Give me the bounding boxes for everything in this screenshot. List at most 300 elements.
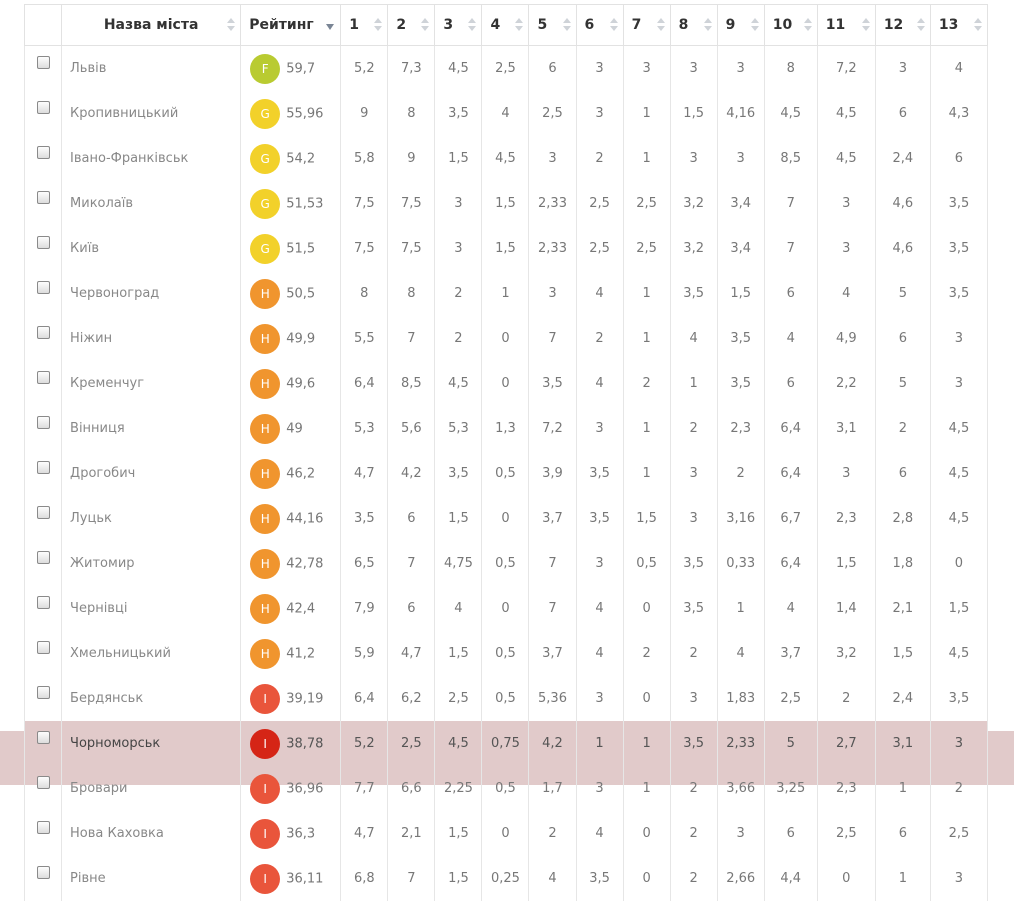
table-row[interactable] <box>25 226 988 271</box>
score-cell-2: 7,5 <box>388 226 435 271</box>
rating-cell <box>241 91 341 136</box>
row-checkbox[interactable] <box>37 416 50 429</box>
score-cell-2: 6 <box>388 496 435 541</box>
score-cell-1: 5,2 <box>341 721 388 766</box>
score-cell-12: 1,5 <box>875 631 930 676</box>
score-cell-13: 2 <box>930 766 987 811</box>
column-header-label: 11 <box>825 17 846 33</box>
score-cell-13: 4,5 <box>930 631 987 676</box>
row-checkbox-cell <box>25 46 62 92</box>
sort-icon <box>657 18 665 32</box>
score-cell-8: 2 <box>670 766 717 811</box>
score-cell-12: 4,6 <box>875 226 930 271</box>
row-checkbox[interactable] <box>37 146 50 159</box>
city-name: Кропивницький <box>62 91 241 136</box>
score-cell-3: 1,5 <box>435 811 482 856</box>
score-cell-1: 7,7 <box>341 766 388 811</box>
score-cell-11: 2,3 <box>817 496 875 541</box>
column-header-4[interactable] <box>482 5 529 46</box>
score-cell-10: 6,4 <box>764 406 817 451</box>
score-cell-10: 4,4 <box>764 856 817 901</box>
score-cell-8: 1 <box>670 361 717 406</box>
row-checkbox[interactable] <box>37 281 50 294</box>
row-checkbox[interactable] <box>37 461 50 474</box>
rating-cell <box>241 46 341 92</box>
sort-descending-icon <box>326 24 334 30</box>
score-cell-13: 3 <box>930 721 987 766</box>
table-row[interactable] <box>25 271 988 316</box>
score-cell-10: 2,5 <box>764 676 817 721</box>
score-cell-6: 4 <box>576 631 623 676</box>
score-cell-1: 6,8 <box>341 856 388 901</box>
score-cell-10: 6 <box>764 361 817 406</box>
column-header-10[interactable] <box>764 5 817 46</box>
table-row[interactable] <box>25 361 988 406</box>
column-header-11[interactable] <box>817 5 875 46</box>
column-header-2[interactable] <box>388 5 435 46</box>
row-checkbox[interactable] <box>37 551 50 564</box>
score-cell-12: 6 <box>875 91 930 136</box>
score-cell-6: 2 <box>576 316 623 361</box>
city-name: Хмельницький <box>62 631 241 676</box>
grade-badge: F <box>250 54 280 84</box>
rating-cell <box>241 721 341 766</box>
score-cell-12: 1 <box>875 766 930 811</box>
sort-icon <box>610 18 618 32</box>
grade-badge: H <box>250 639 280 669</box>
city-name: Київ <box>62 226 241 271</box>
score-cell-3: 4,5 <box>435 46 482 92</box>
sort-icon <box>704 18 712 32</box>
score-cell-1: 8 <box>341 271 388 316</box>
score-cell-3: 1,5 <box>435 631 482 676</box>
rating-value: 49,9 <box>286 331 316 346</box>
score-cell-13: 3,5 <box>930 271 987 316</box>
score-cell-7: 0 <box>623 586 670 631</box>
score-cell-7: 1 <box>623 766 670 811</box>
score-cell-8: 2 <box>670 811 717 856</box>
score-cell-4: 0,25 <box>482 856 529 901</box>
row-checkbox[interactable] <box>37 506 50 519</box>
score-cell-2: 5,6 <box>388 406 435 451</box>
row-checkbox[interactable] <box>37 596 50 609</box>
score-cell-7: 1 <box>623 136 670 181</box>
score-cell-12: 5 <box>875 271 930 316</box>
score-cell-4: 0,5 <box>482 451 529 496</box>
score-cell-10: 4 <box>764 586 817 631</box>
column-header-label: 5 <box>537 17 548 33</box>
grade-badge: H <box>250 459 280 489</box>
score-cell-8: 2 <box>670 631 717 676</box>
score-cell-7: 0,5 <box>623 541 670 586</box>
score-cell-12: 3 <box>875 46 930 92</box>
table-row[interactable] <box>25 181 988 226</box>
score-cell-3: 2,5 <box>435 676 482 721</box>
city-name: Чорноморськ <box>62 721 241 766</box>
score-cell-2: 4,2 <box>388 451 435 496</box>
score-cell-6: 3 <box>576 676 623 721</box>
score-cell-5: 3,9 <box>529 451 576 496</box>
column-header-name[interactable] <box>62 5 241 46</box>
city-name: Рівне <box>62 856 241 901</box>
score-cell-9: 3 <box>717 811 764 856</box>
score-cell-4: 0,5 <box>482 676 529 721</box>
column-header-7[interactable] <box>623 5 670 46</box>
column-header-1[interactable] <box>341 5 388 46</box>
column-header-label: 12 <box>883 17 904 33</box>
score-cell-9: 2,33 <box>717 721 764 766</box>
table-row[interactable] <box>25 721 988 766</box>
score-cell-12: 6 <box>875 316 930 361</box>
score-cell-10: 8 <box>764 46 817 92</box>
score-cell-12: 1,8 <box>875 541 930 586</box>
score-cell-12: 3,1 <box>875 721 930 766</box>
score-cell-10: 7 <box>764 181 817 226</box>
score-cell-11: 2,5 <box>817 811 875 856</box>
score-cell-7: 1 <box>623 91 670 136</box>
score-cell-3: 2 <box>435 316 482 361</box>
table-row[interactable] <box>25 811 988 856</box>
grade-badge: H <box>250 504 280 534</box>
score-cell-6: 2 <box>576 136 623 181</box>
rating-cell <box>241 271 341 316</box>
row-checkbox-cell <box>25 361 62 406</box>
row-checkbox[interactable] <box>37 776 50 789</box>
score-cell-7: 1 <box>623 406 670 451</box>
score-cell-1: 5,8 <box>341 136 388 181</box>
score-cell-5: 3 <box>529 271 576 316</box>
score-cell-11: 3 <box>817 451 875 496</box>
score-cell-2: 4,7 <box>388 631 435 676</box>
score-cell-12: 1 <box>875 856 930 901</box>
score-cell-7: 0 <box>623 676 670 721</box>
column-header-6[interactable] <box>576 5 623 46</box>
column-header-9[interactable] <box>717 5 764 46</box>
rating-value: 54,2 <box>286 151 316 166</box>
city-name: Івано-Франківськ <box>62 136 241 181</box>
row-checkbox[interactable] <box>37 731 50 744</box>
rating-value: 55,96 <box>286 106 324 121</box>
rating-cell <box>241 451 341 496</box>
row-checkbox-cell <box>25 136 62 181</box>
score-cell-4: 1,5 <box>482 181 529 226</box>
score-cell-6: 2,5 <box>576 226 623 271</box>
score-cell-8: 3,5 <box>670 721 717 766</box>
rating-cell <box>241 586 341 631</box>
grade-badge: H <box>250 414 280 444</box>
score-cell-8: 3 <box>670 451 717 496</box>
city-name: Миколаїв <box>62 181 241 226</box>
score-cell-11: 2,3 <box>817 766 875 811</box>
score-cell-2: 7 <box>388 856 435 901</box>
rating-value: 39,19 <box>286 691 324 706</box>
score-cell-2: 8,5 <box>388 361 435 406</box>
rating-value: 42,78 <box>286 556 324 571</box>
row-checkbox-cell <box>25 496 62 541</box>
score-cell-9: 2 <box>717 451 764 496</box>
sort-icon <box>917 18 925 32</box>
city-name: Нова Каховка <box>62 811 241 856</box>
score-cell-4: 2,5 <box>482 46 529 92</box>
row-checkbox[interactable] <box>37 866 50 879</box>
table-row[interactable] <box>25 676 988 721</box>
table-row[interactable] <box>25 46 988 92</box>
score-cell-5: 4,2 <box>529 721 576 766</box>
rating-value: 51,5 <box>286 241 316 256</box>
score-cell-1: 5,9 <box>341 631 388 676</box>
table-row[interactable] <box>25 496 988 541</box>
score-cell-10: 4,5 <box>764 91 817 136</box>
score-cell-9: 3,66 <box>717 766 764 811</box>
score-cell-1: 9 <box>341 91 388 136</box>
row-checkbox[interactable] <box>37 236 50 249</box>
score-cell-3: 2,25 <box>435 766 482 811</box>
score-cell-4: 0 <box>482 316 529 361</box>
row-checkbox-cell <box>25 226 62 271</box>
city-name: Житомир <box>62 541 241 586</box>
table-body <box>25 46 988 902</box>
score-cell-6: 4 <box>576 586 623 631</box>
score-cell-4: 1 <box>482 271 529 316</box>
rating-value: 36,96 <box>286 781 324 796</box>
row-checkbox[interactable] <box>37 641 50 654</box>
score-cell-7: 1 <box>623 271 670 316</box>
score-cell-9: 2,3 <box>717 406 764 451</box>
score-cell-10: 3,7 <box>764 631 817 676</box>
score-cell-1: 6,4 <box>341 676 388 721</box>
column-header-12[interactable] <box>875 5 930 46</box>
score-cell-2: 8 <box>388 271 435 316</box>
grade-badge: I <box>250 864 280 894</box>
row-checkbox-cell <box>25 631 62 676</box>
score-cell-5: 4 <box>529 856 576 901</box>
grade-badge: H <box>250 594 280 624</box>
score-cell-3: 2 <box>435 271 482 316</box>
score-cell-12: 6 <box>875 451 930 496</box>
row-checkbox[interactable] <box>37 56 50 69</box>
score-cell-7: 0 <box>623 856 670 901</box>
sort-icon <box>421 18 429 32</box>
score-cell-4: 0,5 <box>482 631 529 676</box>
column-header-label: 2 <box>396 17 407 33</box>
row-checkbox-cell <box>25 721 62 766</box>
score-cell-8: 3,5 <box>670 271 717 316</box>
city-name: Чернівці <box>62 586 241 631</box>
score-cell-11: 4,5 <box>817 136 875 181</box>
row-checkbox-cell <box>25 856 62 901</box>
score-cell-11: 3 <box>817 226 875 271</box>
score-cell-6: 3,5 <box>576 856 623 901</box>
score-cell-10: 4 <box>764 316 817 361</box>
column-header-label: 7 <box>631 17 642 33</box>
score-cell-9: 3,5 <box>717 361 764 406</box>
column-header-rating[interactable] <box>241 5 341 46</box>
city-name: Червоноград <box>62 271 241 316</box>
table-row[interactable] <box>25 541 988 586</box>
score-cell-10: 6 <box>764 811 817 856</box>
rating-cell <box>241 631 341 676</box>
row-checkbox[interactable] <box>37 686 50 699</box>
score-cell-4: 0 <box>482 496 529 541</box>
score-cell-4: 0 <box>482 361 529 406</box>
city-name: Ніжин <box>62 316 241 361</box>
score-cell-8: 3 <box>670 496 717 541</box>
row-checkbox[interactable] <box>37 191 50 204</box>
score-cell-9: 2,66 <box>717 856 764 901</box>
score-cell-11: 4 <box>817 271 875 316</box>
score-cell-12: 2,4 <box>875 136 930 181</box>
score-cell-2: 7 <box>388 541 435 586</box>
score-cell-10: 7 <box>764 226 817 271</box>
score-cell-12: 6 <box>875 811 930 856</box>
rating-cell <box>241 811 341 856</box>
column-header-13[interactable] <box>930 5 987 46</box>
score-cell-8: 3,5 <box>670 586 717 631</box>
column-header-8[interactable] <box>670 5 717 46</box>
score-cell-11: 2,2 <box>817 361 875 406</box>
score-cell-5: 2,33 <box>529 226 576 271</box>
column-header-label: 6 <box>584 17 595 33</box>
city-name: Бровари <box>62 766 241 811</box>
column-header-rating-label: Рейтинг <box>249 17 314 33</box>
score-cell-12: 2,8 <box>875 496 930 541</box>
score-cell-4: 0,5 <box>482 541 529 586</box>
score-cell-8: 2 <box>670 856 717 901</box>
sort-icon <box>515 18 523 32</box>
score-cell-11: 7,2 <box>817 46 875 92</box>
column-header-5[interactable] <box>529 5 576 46</box>
score-cell-11: 1,4 <box>817 586 875 631</box>
row-checkbox[interactable] <box>37 326 50 339</box>
column-header-3[interactable] <box>435 5 482 46</box>
score-cell-1: 4,7 <box>341 811 388 856</box>
grade-badge: I <box>250 774 280 804</box>
score-cell-2: 6 <box>388 586 435 631</box>
column-header-label: 3 <box>443 17 454 33</box>
row-checkbox-cell <box>25 676 62 721</box>
score-cell-1: 3,5 <box>341 496 388 541</box>
table-row[interactable] <box>25 91 988 136</box>
rating-value: 51,53 <box>286 196 324 211</box>
score-cell-13: 0 <box>930 541 987 586</box>
rating-value: 42,4 <box>286 601 316 616</box>
score-cell-6: 4 <box>576 811 623 856</box>
score-cell-7: 1 <box>623 451 670 496</box>
score-cell-8: 3 <box>670 676 717 721</box>
score-cell-4: 1,5 <box>482 226 529 271</box>
score-cell-3: 4 <box>435 586 482 631</box>
row-checkbox-cell <box>25 406 62 451</box>
rating-cell <box>241 136 341 181</box>
rating-cell <box>241 766 341 811</box>
score-cell-1: 6,4 <box>341 361 388 406</box>
score-cell-3: 1,5 <box>435 856 482 901</box>
row-checkbox[interactable] <box>37 101 50 114</box>
sort-icon <box>804 18 812 32</box>
grade-badge: I <box>250 819 280 849</box>
score-cell-9: 3,16 <box>717 496 764 541</box>
score-cell-5: 6 <box>529 46 576 92</box>
score-cell-8: 2 <box>670 406 717 451</box>
row-checkbox-cell <box>25 451 62 496</box>
table-row[interactable] <box>25 316 988 361</box>
score-cell-7: 0 <box>623 811 670 856</box>
grade-badge: G <box>250 189 280 219</box>
rating-value: 49,6 <box>286 376 316 391</box>
rating-cell <box>241 361 341 406</box>
table-row[interactable] <box>25 766 988 811</box>
score-cell-1: 5,3 <box>341 406 388 451</box>
score-cell-3: 5,3 <box>435 406 482 451</box>
score-cell-10: 6,4 <box>764 451 817 496</box>
score-cell-6: 4 <box>576 271 623 316</box>
row-checkbox[interactable] <box>37 821 50 834</box>
score-cell-2: 7,5 <box>388 181 435 226</box>
score-cell-10: 3,25 <box>764 766 817 811</box>
column-header-name-label: Назва міста <box>103 17 199 33</box>
score-cell-9: 1,5 <box>717 271 764 316</box>
rating-value: 38,78 <box>286 736 324 751</box>
score-cell-6: 3,5 <box>576 451 623 496</box>
row-checkbox-cell <box>25 91 62 136</box>
city-name: Кременчуг <box>62 361 241 406</box>
score-cell-1: 7,9 <box>341 586 388 631</box>
score-cell-13: 3 <box>930 316 987 361</box>
score-cell-8: 3,2 <box>670 181 717 226</box>
score-cell-2: 6,6 <box>388 766 435 811</box>
table-row[interactable] <box>25 136 988 181</box>
score-cell-4: 4,5 <box>482 136 529 181</box>
score-cell-5: 2,33 <box>529 181 576 226</box>
score-cell-3: 1,5 <box>435 496 482 541</box>
table-row[interactable] <box>25 451 988 496</box>
score-cell-6: 1 <box>576 721 623 766</box>
score-cell-10: 8,5 <box>764 136 817 181</box>
rating-cell <box>241 676 341 721</box>
score-cell-4: 1,3 <box>482 406 529 451</box>
table-row[interactable] <box>25 586 988 631</box>
column-header-label: 10 <box>772 17 793 33</box>
score-cell-10: 6,4 <box>764 541 817 586</box>
table-row[interactable] <box>25 856 988 901</box>
grade-badge: I <box>250 729 280 759</box>
score-cell-2: 7 <box>388 316 435 361</box>
table-row[interactable] <box>25 631 988 676</box>
score-cell-3: 4,5 <box>435 361 482 406</box>
score-cell-12: 2 <box>875 406 930 451</box>
city-name: Дрогобич <box>62 451 241 496</box>
row-checkbox[interactable] <box>37 371 50 384</box>
score-cell-5: 3,7 <box>529 496 576 541</box>
column-header-label: 4 <box>490 17 501 33</box>
rating-cell <box>241 856 341 901</box>
score-cell-1: 5,5 <box>341 316 388 361</box>
city-rating-table-container <box>24 4 988 901</box>
sort-icon <box>563 18 571 32</box>
score-cell-7: 2 <box>623 631 670 676</box>
score-cell-13: 4 <box>930 46 987 92</box>
score-cell-11: 2,7 <box>817 721 875 766</box>
table-row[interactable] <box>25 406 988 451</box>
city-name: Вінниця <box>62 406 241 451</box>
rating-value: 41,2 <box>286 646 316 661</box>
grade-badge: G <box>250 144 280 174</box>
score-cell-13: 4,5 <box>930 451 987 496</box>
score-cell-4: 0,5 <box>482 766 529 811</box>
score-cell-6: 3 <box>576 91 623 136</box>
row-checkbox-cell <box>25 541 62 586</box>
score-cell-10: 6,7 <box>764 496 817 541</box>
